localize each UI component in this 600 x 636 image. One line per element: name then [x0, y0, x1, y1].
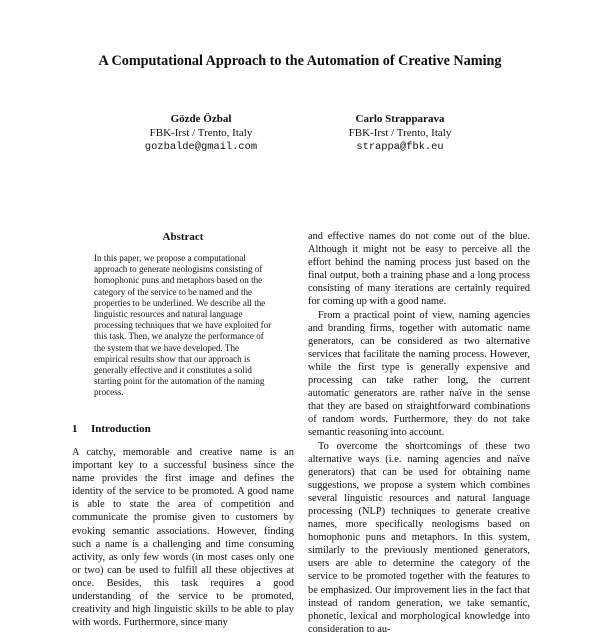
paragraph: A catchy, memorable and creative name is an important key to a successful business since the name provides the first image and defines the identity of the service to be promoted. A good name is able to state the area of competition and communicate the promise given to customers by evoking semantic associations. However, finding such a name is a challenging and time consuming activity, as only few words (in most cases only one or two) can be used to fulfill all these objectives at once. Besides, this task requires a good understanding of the service to be promoted, creativity and high linguistic skills to be able to play with words. Furthermore, since many [72, 447, 294, 629]
author-affiliation: FBK-Irst / Trento, Italy [149, 127, 253, 139]
section-heading [72, 422, 294, 436]
author-name: Gözde Özbal [170, 113, 232, 125]
author-affiliation: FBK-Irst / Trento, Italy [348, 127, 452, 139]
section-title: Introduction [91, 423, 151, 435]
paragraph: and effective names do not come out of the blue. Although it might not be easy to perceive all the effort behind the naming process just based on the final output, both a training phase and a long process consisting of many iterations are certainly required for coming up with a good name. [308, 231, 530, 308]
abstract-heading: Abstract [162, 231, 204, 243]
right-column-body [308, 230, 530, 635]
author-name: Carlo Strapparava [355, 113, 445, 125]
author-email: gozbalde@gmail.com [144, 141, 258, 153]
paper-title: A Computational Approach to the Automation of Creative Naming [98, 53, 502, 69]
left-column-body [72, 446, 294, 629]
paragraph: To overcome the shortcomings of these two alternative ways (i.e. naming agencies and naïve generators) that can be used for obtaining name suggestions, we propose a system which combines several linguistic resources and natural language processing (NLP) techniques to generate creative names, more specifically neologisms based on homophonic puns and metaphors. In this system, similarly to the previously mentioned generators, users are able to determine the category of the service to be promoted together with the features to be emphasized. Our improvement lies in the fact that instead of random generation, we take semantic, phonetic, lexical and morphological knowledge into consideration to au- [308, 440, 530, 635]
abstract-text: In this paper, we propose a computational approach to generate neologisms consisting of homophonic puns and metaphors based on the category of the service to be named and the properties to be underlined. We describe all the linguistic resources and natural language processing techniques that we have exploited for this task. Then, we analyze the performance of the system that we have developed. The empirical results show that our approach is generally effective and it constitutes a solid starting point for the automation of the naming process. [94, 253, 272, 398]
section-number: 1 [72, 423, 78, 435]
author-email: strappa@fbk.eu [356, 141, 444, 153]
author-block-2 [280, 112, 520, 154]
paragraph: From a practical point of view, naming agencies and branding firms, together with automatic name generators, can be considered as two alternative services that facilitate the naming process. However, while the first type is generally expensive and processing can take rather long, the current automatic generators are rather naïve in the sense that they are based on straightforward combinations of random words. Furthermore, they do not take semantic reasoning into account. [308, 309, 530, 439]
